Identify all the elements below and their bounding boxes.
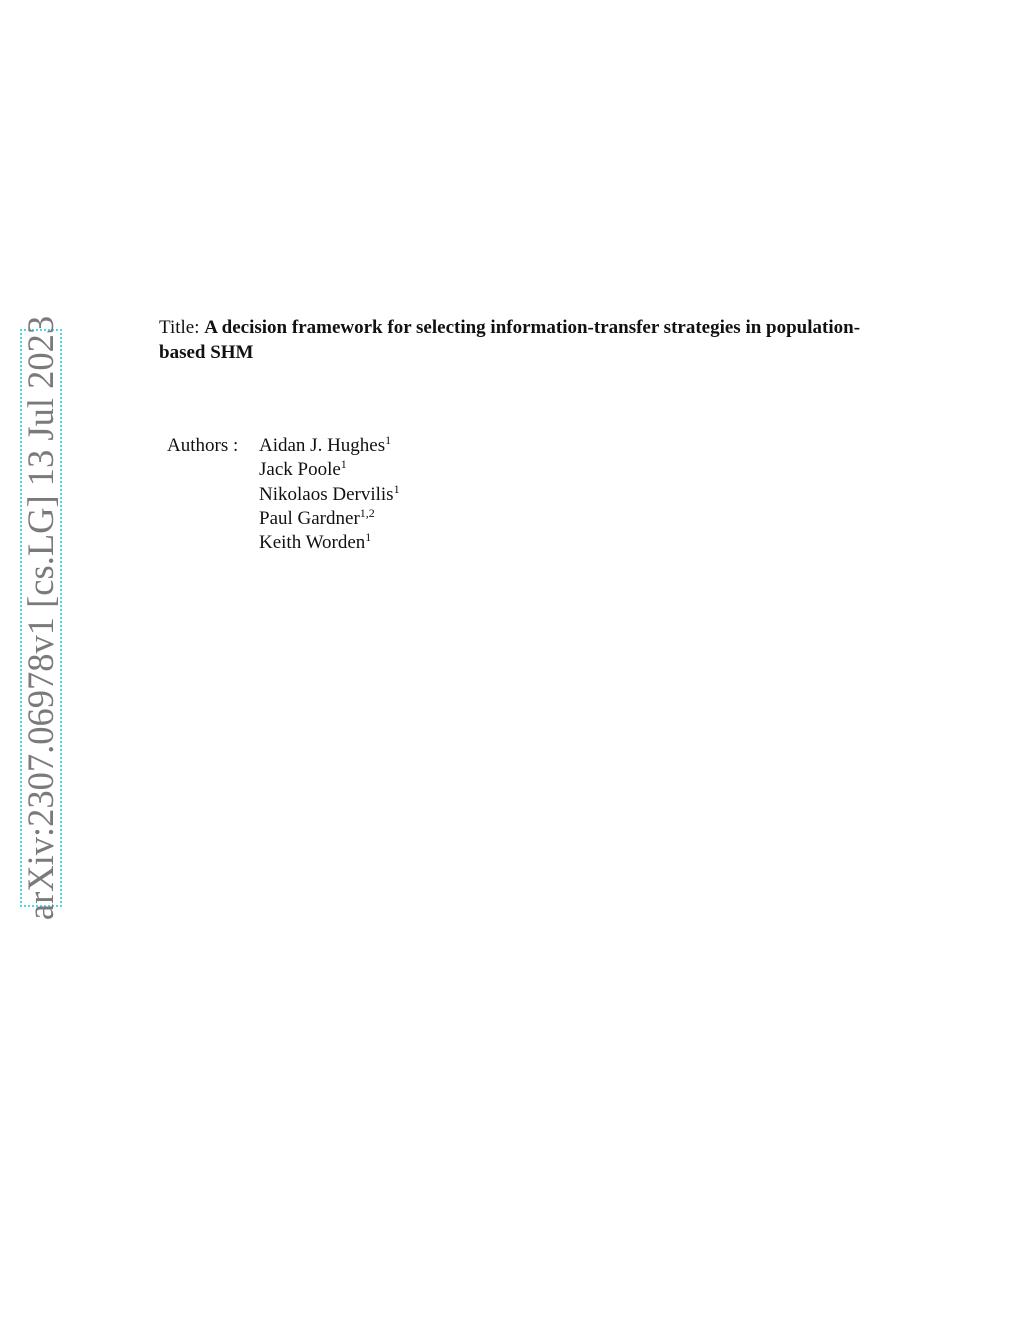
author-affiliation-mark: 1 bbox=[340, 457, 347, 472]
author-affiliation-mark: 1 bbox=[385, 433, 392, 447]
author-item bbox=[259, 458, 400, 482]
paper-title-block bbox=[159, 315, 899, 365]
author-item bbox=[259, 531, 400, 555]
author-affiliation-mark: 1,2 bbox=[359, 505, 375, 520]
author-item bbox=[259, 507, 400, 531]
paper-title: A decision framework for selecting information-transfer strategies in population-based SHM bbox=[159, 317, 861, 363]
title-prefix: Title: bbox=[159, 317, 200, 338]
author-item bbox=[259, 434, 400, 458]
arxiv-identifier-text: arXiv:2307.06978v1 [cs.LG] 13 Jul 2023 bbox=[19, 315, 61, 921]
author-affiliation-mark: 1 bbox=[365, 530, 372, 545]
arxiv-identifier-stamp bbox=[19, 315, 62, 921]
author-name: Paul Gardner bbox=[259, 507, 360, 529]
author-name: Jack Poole bbox=[259, 459, 341, 481]
author-name: Keith Worden bbox=[259, 532, 366, 554]
author-item bbox=[259, 483, 400, 507]
author-name: Aidan J. Hughes bbox=[259, 435, 386, 456]
authors-label: Authors : bbox=[167, 435, 239, 456]
authors-list bbox=[259, 434, 400, 555]
author-affiliation-mark: 1 bbox=[393, 481, 400, 496]
author-name: Nikolaos Dervilis bbox=[259, 483, 394, 505]
